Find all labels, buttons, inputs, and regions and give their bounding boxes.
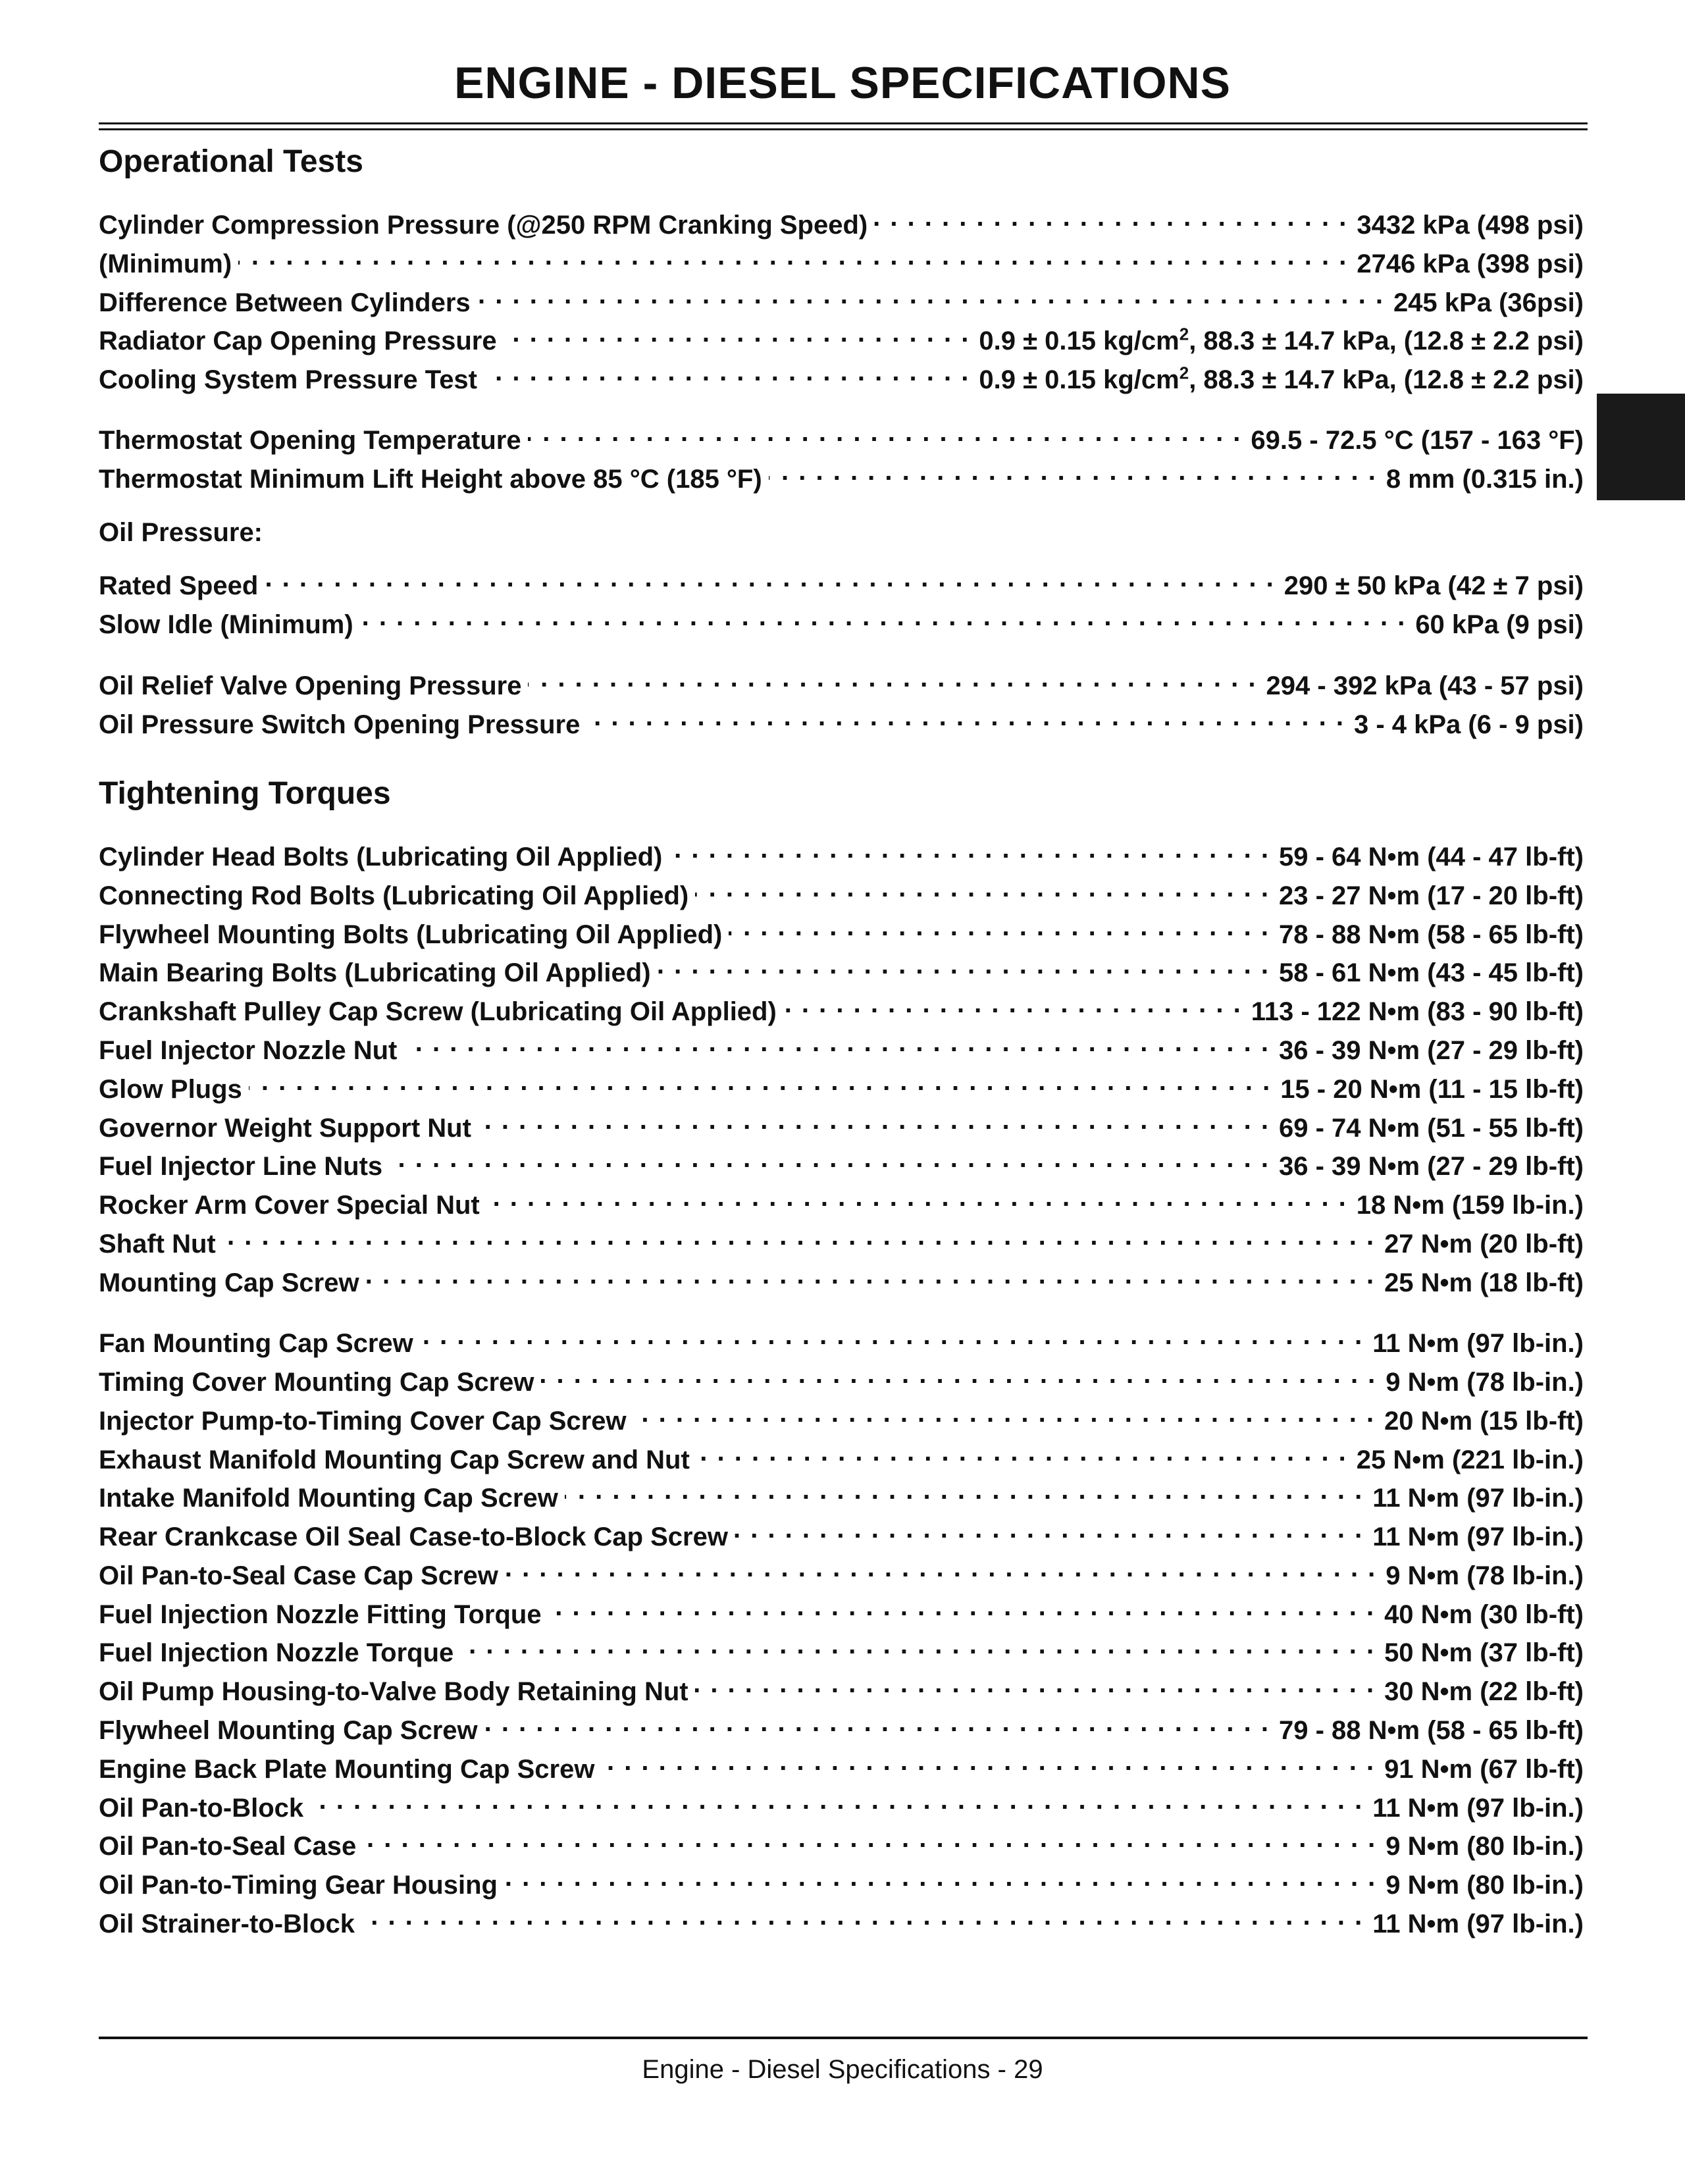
dot-leader [363,1822,1376,1855]
dot-leader [658,949,1270,981]
spec-value: 58 - 61 N•m (43 - 45 lb-ft) [1278,958,1584,987]
section-title-operational-tests: Operational Tests [99,144,363,179]
spec-label: Slow Idle (Minimum) [99,610,353,639]
spec-label: Exhaust Manifold Mounting Cap Screw and Nut [99,1445,690,1474]
dot-leader [505,1551,1376,1584]
spec-label: Oil Pump Housing-to-Valve Body Retaining Nut [99,1677,688,1706]
dot-leader [484,355,970,388]
spec-row [99,1358,1584,1397]
spec-row [99,455,1584,494]
spec-row [99,662,1584,700]
title-double-rule [99,122,1588,130]
dot-leader [783,987,1242,1020]
spec-label: Thermostat Opening Temperature [99,426,521,455]
dot-leader [477,278,1384,311]
spec-label: Fuel Injector Line Nuts [99,1152,383,1181]
dot-leader [528,662,1257,694]
section-title-tightening-torques: Tightening Torques [99,776,391,811]
spec-label: Oil Pan-to-Seal Case [99,1832,357,1861]
spec-value: 40 N•m (30 lb-ft) [1384,1600,1584,1629]
spec-value: 36 - 39 N•m (27 - 29 lb-ft) [1278,1036,1584,1065]
spec-value: 91 N•m (67 lb-ft) [1384,1755,1584,1784]
spec-label: Oil Pan-to-Seal Case Cap Screw [99,1561,498,1590]
dot-leader [735,1513,1363,1546]
spec-row [99,561,1584,600]
dot-leader [403,1026,1270,1059]
spec-label: Cooling System Pressure Test [99,365,477,394]
dot-leader [548,1590,1376,1623]
dot-leader [633,1397,1375,1430]
spec-label: Main Bearing Bolts (Lubricating Oil Applied) [99,958,651,987]
spec-label: (Minimum) [99,249,232,278]
spec-value: 9 N•m (78 lb-in.) [1386,1561,1584,1590]
spec-value: 294 - 392 kPa (43 - 57 psi) [1266,671,1584,700]
spec-row [99,1397,1584,1436]
dot-leader [695,1667,1375,1700]
spec-label: Difference Between Cylinders [99,288,471,317]
dot-leader [696,1436,1347,1469]
spec-label: Fan Mounting Cap Screw [99,1329,413,1358]
spec-value: 8 mm (0.315 in.) [1386,465,1584,494]
spec-label: Flywheel Mounting Cap Screw [99,1716,478,1745]
spec-row [99,1706,1584,1745]
spec-value: 113 - 122 N•m (83 - 90 lb-ft) [1251,997,1584,1026]
dot-leader [484,1706,1270,1739]
spec-row [99,1104,1584,1143]
spec-row [99,1551,1584,1590]
spec-label: Intake Manifold Mounting Cap Screw [99,1484,558,1513]
spec-value: 78 - 88 N•m (58 - 65 lb-ft) [1278,920,1584,949]
spec-label: Shaft Nut [99,1230,216,1259]
dot-leader [669,833,1270,866]
spec-value: 11 N•m (97 lb-in.) [1372,1910,1584,1938]
spec-value: 18 N•m (159 lb-in.) [1356,1191,1584,1220]
spec-value: 36 - 39 N•m (27 - 29 lb-ft) [1278,1152,1584,1181]
spec-value: 3 - 4 kPa (6 - 9 psi) [1353,710,1584,739]
spec-label: Oil Pan-to-Block [99,1794,304,1823]
spec-value: 25 N•m (221 lb-in.) [1356,1445,1584,1474]
spec-label: Fuel Injection Nozzle Torque [99,1638,454,1667]
spec-label: Timing Cover Mounting Cap Screw [99,1368,534,1397]
page-title: ENGINE - DIESEL SPECIFICATIONS [454,58,1231,108]
dot-leader [528,416,1242,449]
spec-label: Glow Plugs [99,1075,242,1104]
spec-row [99,871,1584,910]
spec-row [99,1667,1584,1706]
spec-row [99,317,1584,355]
spec-label: Connecting Rod Bolts (Lubricating Oil Applied) [99,881,689,910]
dot-leader [366,1259,1375,1291]
spec-value: 9 N•m (80 lb-in.) [1386,1871,1584,1900]
spec-value: 3432 kPa (498 psi) [1357,211,1584,240]
spec-label: Oil Strainer-to-Block [99,1910,355,1938]
spec-value: 79 - 88 N•m (58 - 65 lb-ft) [1278,1716,1584,1745]
spec-row [99,1628,1584,1667]
spec-row [99,987,1584,1026]
dot-leader [478,1104,1270,1137]
page-footer: Engine - Diesel Specifications - 29 [642,2055,1043,2084]
dot-leader [360,600,1407,633]
spec-value: 60 kPa (9 psi) [1415,610,1584,639]
spec-label: Fuel Injector Nozzle Nut [99,1036,398,1065]
spec-value: 11 N•m (97 lb-in.) [1372,1329,1584,1358]
spec-row [99,1259,1584,1297]
dot-leader [586,700,1345,733]
spec-row [99,1822,1584,1861]
spec-row [99,949,1584,987]
spec-value: 2746 kPa (398 psi) [1357,249,1584,278]
dot-leader [601,1745,1375,1778]
spec-label: Rated Speed [99,571,259,600]
spec-row [99,1026,1584,1065]
spec-label: Oil Pressure Switch Opening Pressure [99,710,581,739]
dot-leader [222,1220,1375,1253]
oil-pressure-heading: Oil Pressure: [99,518,263,547]
spec-value: 20 N•m (15 lb-ft) [1384,1407,1584,1436]
spec-row [99,355,1584,394]
spec-label: Thermostat Minimum Lift Height above 85 °C (185 °F) [99,465,762,494]
spec-value: 9 N•m (80 lb-in.) [1386,1832,1584,1861]
spec-label: Governor Weight Support Nut [99,1114,471,1143]
spec-row [99,1513,1584,1551]
section-tab-marker [1597,394,1685,500]
spec-row [99,1900,1584,1938]
spec-value: 25 N•m (18 lb-ft) [1384,1268,1584,1297]
spec-value: 245 kPa (36psi) [1393,288,1584,317]
spec-label: Injector Pump-to-Timing Cover Cap Screw [99,1407,627,1436]
dot-leader [310,1784,1363,1817]
spec-row [99,240,1584,278]
spec-row [99,833,1584,871]
dot-leader [504,317,970,350]
spec-row [99,1590,1584,1629]
spec-row [99,201,1584,240]
spec-row [99,1220,1584,1259]
spec-value: 59 - 64 N•m (44 - 47 lb-ft) [1278,843,1584,871]
dot-leader [249,1065,1271,1098]
footer-rule [99,2037,1588,2039]
spec-row [99,416,1584,455]
spec-row [99,1065,1584,1104]
spec-row [99,1319,1584,1358]
dot-leader [769,455,1377,488]
spec-value: 15 - 20 N•m (11 - 15 lb-ft) [1280,1075,1584,1104]
spec-label: Cylinder Compression Pressure (@250 RPM Cranking Speed) [99,211,868,240]
dot-leader [420,1319,1363,1352]
spec-value: 290 ± 50 kPa (42 ± 7 psi) [1283,571,1584,600]
spec-label: Cylinder Head Bolts (Lubricating Oil Applied) [99,843,663,871]
spec-value: 0.9 ± 0.15 $kg/cm^2$, 88.3 ± 14.7 kPa, (12.8 ± 2.2 psi) [979,324,1584,355]
dot-leader [541,1358,1377,1391]
spec-label: Crankshaft Pulley Cap Screw (Lubricating Oil Applied) [99,997,777,1026]
spec-value: 69 - 74 N•m (51 - 55 lb-ft) [1278,1114,1584,1143]
spec-row [99,278,1584,317]
spec-value: 30 N•m (22 lb-ft) [1384,1677,1584,1706]
spec-value: 11 N•m (97 lb-in.) [1372,1484,1584,1513]
spec-value: 9 N•m (78 lb-in.) [1386,1368,1584,1397]
spec-value: 23 - 27 N•m (17 - 20 lb-ft) [1278,881,1584,910]
spec-label: Fuel Injection Nozzle Fitting Torque [99,1600,542,1629]
spec-value: 69.5 - 72.5 °C (157 - 163 °F) [1251,426,1584,455]
dot-leader [695,871,1270,904]
spec-row [99,700,1584,739]
spec-label: Engine Back Plate Mounting Cap Screw [99,1755,595,1784]
dot-leader [565,1474,1363,1507]
spec-label: Rear Crankcase Oil Seal Case-to-Block Cap Screw [99,1522,728,1551]
spec-value: 0.9 ± 0.15 $kg/cm^2$, 88.3 ± 14.7 kPa, (12.8 ± 2.2 psi) [979,363,1584,394]
dot-leader [361,1900,1363,1933]
spec-label: Oil Pan-to-Timing Gear Housing [99,1871,498,1900]
spec-row [99,910,1584,949]
spec-label: Rocker Arm Cover Special Nut [99,1191,480,1220]
spec-value: 50 N•m (37 lb-ft) [1384,1638,1584,1667]
spec-row [99,1181,1584,1220]
spec-row [99,600,1584,639]
spec-row [99,1436,1584,1474]
dot-leader [460,1628,1375,1661]
dot-leader [874,201,1347,234]
spec-label: Mounting Cap Screw [99,1268,359,1297]
dot-leader [504,1861,1376,1894]
dot-leader [389,1142,1270,1175]
dot-leader [486,1181,1347,1214]
spec-value: 11 N•m (97 lb-in.) [1372,1794,1584,1823]
spec-row [99,1861,1584,1900]
dot-leader [729,910,1270,943]
spec-label: Flywheel Mounting Bolts (Lubricating Oil Applied) [99,920,723,949]
dot-leader [238,240,1347,273]
spec-row [99,1784,1584,1823]
spec-value: 27 N•m (20 lb-ft) [1384,1230,1584,1259]
spec-row [99,1745,1584,1784]
spec-row [99,1474,1584,1513]
spec-label: Radiator Cap Opening Pressure [99,326,497,355]
spec-value: 11 N•m (97 lb-in.) [1372,1522,1584,1551]
dot-leader [265,561,1274,594]
spec-label: Oil Relief Valve Opening Pressure [99,671,522,700]
spec-row [99,1142,1584,1181]
